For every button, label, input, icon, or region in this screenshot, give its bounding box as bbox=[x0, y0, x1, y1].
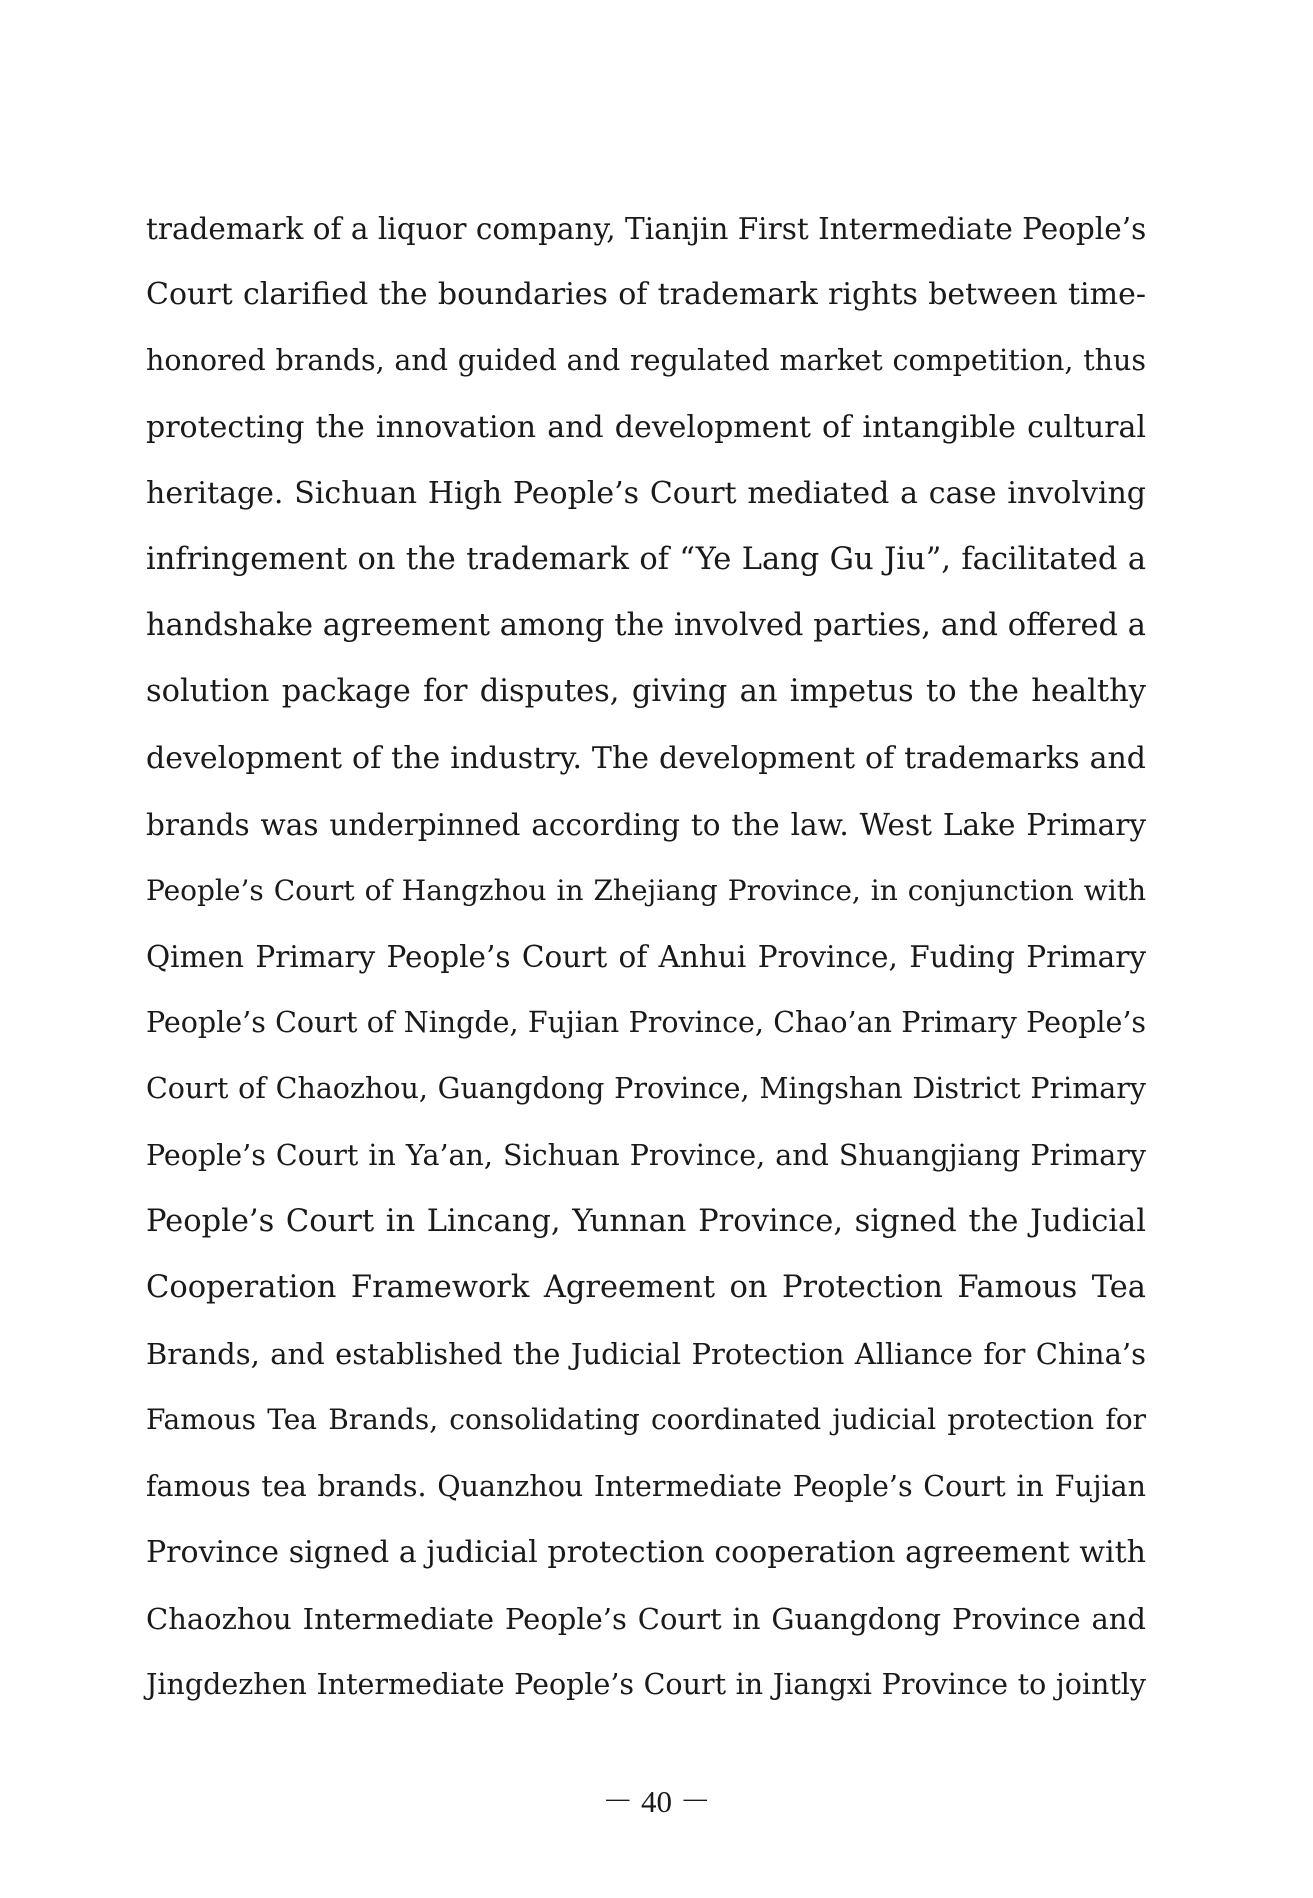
text-line: trademark of a liquor company, Tianjin First Intermediate People’s bbox=[146, 212, 1147, 246]
text-line: solution package for disputes, giving an impetus to the healthy bbox=[146, 674, 1146, 710]
text-line: brands was underpinned according to the law. West Lake Primary bbox=[146, 807, 1146, 842]
text-line: honored brands, and guided and regulated market competition, thus bbox=[146, 344, 1146, 378]
body-paragraph bbox=[146, 196, 1146, 1718]
text-line: People’s Court of Hangzhou in Zhejiang Province, in conjunction with bbox=[146, 873, 1146, 907]
text-line: Jingdezhen Intermediate People’s Court in Jiangxi Province to jointly bbox=[146, 1668, 1146, 1702]
text-line: Brands, and established the Judicial Protection Alliance for China’s bbox=[146, 1337, 1146, 1372]
text-line: Famous Tea Brands, consolidating coordinated judicial protection for bbox=[146, 1403, 1146, 1437]
text-line: People’s Court in Ya’an, Sichuan Province, and Shuangjiang Primary bbox=[146, 1138, 1146, 1172]
text-line: infringement on the trademark of “Ye Lang Gu Jiu”, facilitated a bbox=[146, 541, 1146, 577]
text-line: handshake agreement among the involved parties, and offered a bbox=[146, 608, 1146, 644]
text-line: Qimen Primary People’s Court of Anhui Province, Fuding Primary bbox=[146, 940, 1146, 975]
text-line: People’s Court in Lincang, Yunnan Province, signed the Judicial bbox=[146, 1203, 1146, 1239]
text-line: famous tea brands. Quanzhou Intermediate People’s Court in Fujian bbox=[146, 1469, 1146, 1503]
text-line: Chaozhou Intermediate People’s Court in Guangdong Province and bbox=[146, 1601, 1146, 1636]
text-line: Court of Chaozhou, Guangdong Province, Mingshan District Primary bbox=[146, 1072, 1146, 1106]
text-line: People’s Court of Ningde, Fujian Province, Chao’an Primary People’s bbox=[146, 1006, 1146, 1040]
text-line: protecting the innovation and development of intangible cultural bbox=[146, 409, 1146, 445]
text-line: Court clarified the boundaries of trademark rights between time- bbox=[146, 277, 1146, 313]
text-line: development of the industry. The development of trademarks and bbox=[146, 740, 1146, 776]
text-line: heritage. Sichuan High People’s Court mediated a case involving bbox=[146, 475, 1146, 511]
page-number: － 40 － bbox=[602, 1784, 711, 1819]
text-line: Province signed a judicial protection cooperation agreement with bbox=[146, 1534, 1146, 1570]
text-line: Cooperation Framework Agreement on Protection Famous Tea bbox=[146, 1270, 1146, 1305]
